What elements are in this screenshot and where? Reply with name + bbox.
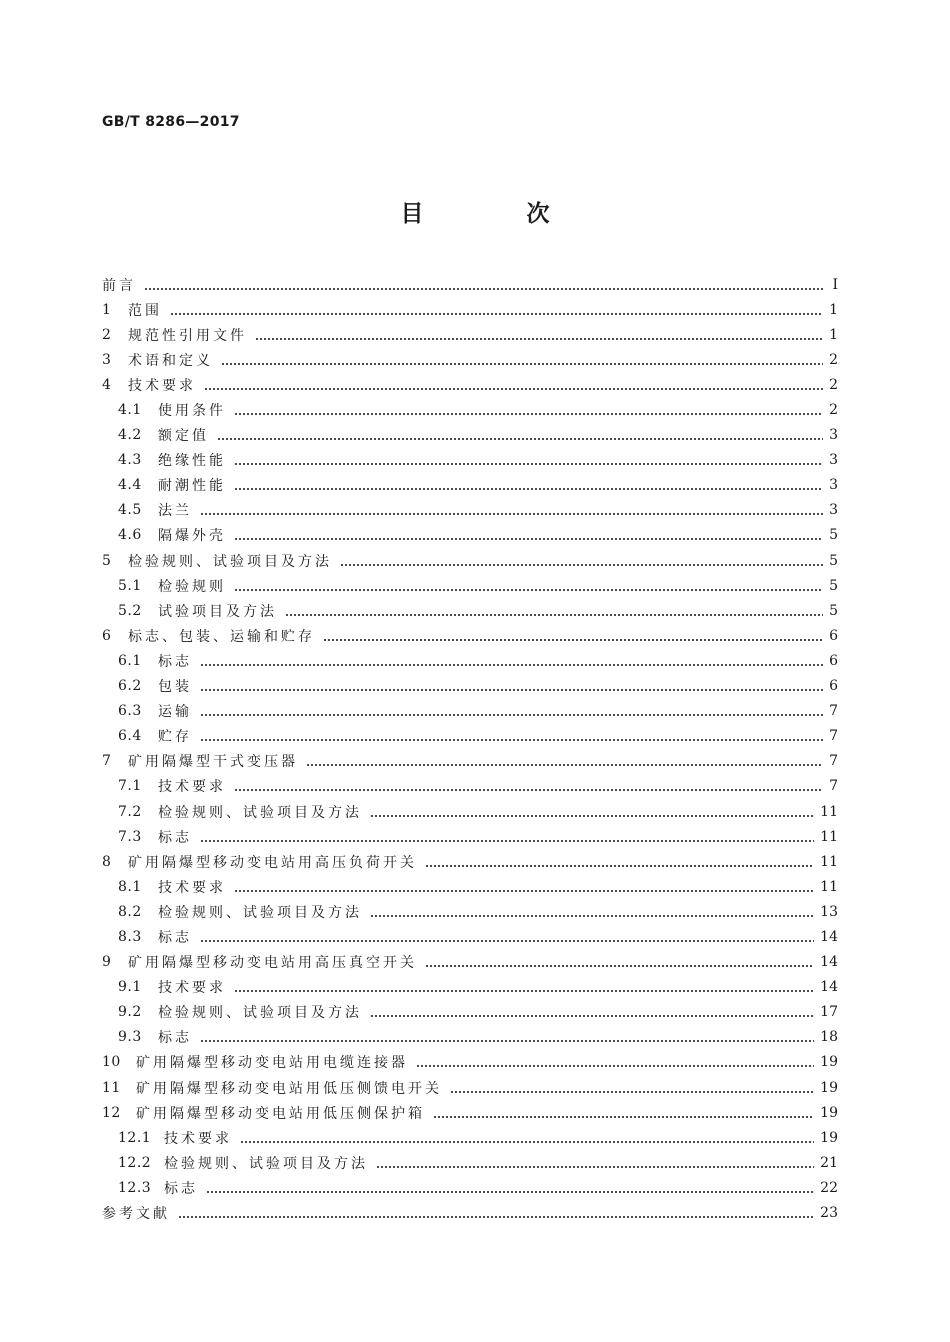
toc-entry[interactable] <box>102 1075 838 1100</box>
toc-entry-page-number: 11 <box>820 853 838 870</box>
toc-entry-page-number: 3 <box>829 502 838 519</box>
toc-entry[interactable] <box>102 1150 838 1175</box>
toc-entry[interactable] <box>102 1100 838 1125</box>
toc-entry-page-number: 7 <box>829 728 838 745</box>
toc-entry-number: 6.1 <box>118 652 142 669</box>
toc-entry-label: 耐潮性能 <box>158 478 226 495</box>
dot-leader <box>234 880 814 894</box>
toc-entry-label: 矿用隔爆型移动变电站用高压真空开关 <box>128 955 417 972</box>
dot-leader <box>370 905 814 919</box>
toc-entry[interactable] <box>102 749 838 774</box>
toc-entry-page-number: 2 <box>829 376 838 393</box>
toc-entry-label: 包装 <box>158 679 192 696</box>
dot-leader <box>416 1055 814 1069</box>
dot-leader <box>200 729 823 743</box>
toc-entry-page-number: 6 <box>829 652 838 669</box>
toc-entry-page-number: 7 <box>829 778 838 795</box>
dot-leader <box>433 1106 814 1120</box>
toc-entry-page-number: 2 <box>829 351 838 368</box>
dot-leader <box>206 1181 814 1195</box>
toc-entry-label: 矿用隔爆型移动变电站用低压侧馈电开关 <box>136 1080 442 1097</box>
toc-entry[interactable] <box>102 975 838 1000</box>
dot-leader <box>200 1030 814 1044</box>
toc-entry-page-number: 14 <box>820 954 838 971</box>
toc-entry-page-number: 11 <box>820 803 838 820</box>
toc-entry-page-number: 11 <box>820 828 838 845</box>
toc-entry-number: 5.2 <box>118 602 142 619</box>
toc-entry-label: 标志、包装、运输和贮存 <box>128 628 315 645</box>
toc-entry-number: 7.3 <box>118 828 142 845</box>
toc-entry-page-number: 19 <box>820 1104 838 1121</box>
toc-entry-number: 8.3 <box>118 928 142 945</box>
toc-entry-page-number: Ⅰ <box>832 276 838 293</box>
toc-entry-label: 技术要求 <box>164 1130 232 1147</box>
toc-entry[interactable] <box>102 598 838 623</box>
dot-leader <box>285 604 823 618</box>
toc-entry[interactable] <box>102 623 838 648</box>
dot-leader <box>323 629 823 643</box>
dot-leader <box>178 1206 814 1220</box>
page-title: 目 次 <box>400 201 590 227</box>
dot-leader <box>234 980 814 994</box>
toc-entry[interactable] <box>102 799 838 824</box>
toc-entry-number: 12.3 <box>118 1179 152 1196</box>
dot-leader <box>200 654 823 668</box>
toc-entry-number: 4.6 <box>118 527 142 544</box>
toc-entry-number: 9.3 <box>118 1029 142 1046</box>
toc-entry-label: 检验规则 <box>158 578 226 595</box>
toc-entry-number: 3 <box>102 351 112 368</box>
toc-entry[interactable] <box>102 648 838 673</box>
dot-leader <box>200 679 823 693</box>
toc-entry-number: 9.2 <box>118 1004 142 1021</box>
toc-entry[interactable] <box>102 1050 838 1075</box>
toc-entry-label: 规范性引用文件 <box>128 327 247 344</box>
toc-entry-number: 5.1 <box>118 577 142 594</box>
toc-entry-page-number: 6 <box>829 678 838 695</box>
toc-entry-page-number: 18 <box>820 1029 838 1046</box>
dot-leader <box>200 930 814 944</box>
toc-entry-label: 标志 <box>158 929 192 946</box>
toc-entry[interactable] <box>102 548 838 573</box>
toc-entry-number: 2 <box>102 326 112 343</box>
toc-entry[interactable] <box>102 272 838 297</box>
toc-entry[interactable] <box>102 473 838 498</box>
toc-entry-number: 4 <box>102 376 112 393</box>
toc-entry-number: 8.2 <box>118 903 142 920</box>
toc-entry-number: 7.1 <box>118 778 142 795</box>
toc-entry-number: 8 <box>102 853 112 870</box>
toc-entry[interactable] <box>102 423 838 448</box>
toc-entry[interactable] <box>102 774 838 799</box>
dot-leader <box>200 503 823 517</box>
toc-entry-number: 6.2 <box>118 678 142 695</box>
toc-entry-label: 标志 <box>158 829 192 846</box>
toc-entry-page-number: 14 <box>820 928 838 945</box>
toc-entry-page-number: 19 <box>820 1054 838 1071</box>
toc-entry[interactable] <box>102 498 838 523</box>
toc-entry-number: 12.1 <box>118 1129 152 1146</box>
toc-entry-label: 检验规则、试验项目及方法 <box>158 1005 362 1022</box>
dot-leader <box>217 428 823 442</box>
toc-entry-number: 9.1 <box>118 979 142 996</box>
dot-leader <box>234 478 823 492</box>
dot-leader <box>306 754 823 768</box>
toc-entry-label: 矿用隔爆型移动变电站用电缆连接器 <box>136 1055 408 1072</box>
toc-entry-page-number: 13 <box>820 903 838 920</box>
toc-entry-label: 参考文献 <box>102 1206 170 1223</box>
toc-entry-number: 6.4 <box>118 728 142 745</box>
dot-leader <box>170 303 823 317</box>
toc-entry[interactable] <box>102 1125 838 1150</box>
toc-entry[interactable] <box>102 523 838 548</box>
toc-entry[interactable] <box>102 950 838 975</box>
toc-entry[interactable] <box>102 924 838 949</box>
toc-entry-page-number: 23 <box>820 1205 838 1222</box>
toc-entry[interactable] <box>102 322 838 347</box>
dot-leader <box>200 830 814 844</box>
dot-leader <box>340 554 823 568</box>
dot-leader <box>144 278 824 292</box>
toc-entry-label: 前言 <box>102 277 136 294</box>
toc-entry-number: 6 <box>102 627 112 644</box>
toc-entry-label: 法兰 <box>158 503 192 520</box>
toc-entry[interactable] <box>102 674 838 699</box>
toc-entry-page-number: 5 <box>829 527 838 544</box>
toc-entry-number: 4.5 <box>118 502 142 519</box>
toc-entry-page-number: 1 <box>829 326 838 343</box>
toc-entry-label: 检验规则、试验项目及方法 <box>128 553 332 570</box>
toc-entry[interactable] <box>102 347 838 372</box>
standard-number: GB/T 8286—2017 <box>102 114 240 130</box>
toc-entry[interactable] <box>102 1175 838 1200</box>
toc-entry-number: 11 <box>102 1079 121 1096</box>
toc-entry-label: 检验规则、试验项目及方法 <box>158 804 362 821</box>
toc-entry[interactable] <box>102 1200 838 1225</box>
toc-entry-number: 9 <box>102 954 112 971</box>
toc-entry-label: 标志 <box>164 1180 198 1197</box>
dot-leader <box>234 779 823 793</box>
toc-entry[interactable] <box>102 297 838 322</box>
toc-entry-number: 4.1 <box>118 402 142 419</box>
toc-entry-page-number: 17 <box>820 1004 838 1021</box>
toc-entry-label: 试验项目及方法 <box>158 603 277 620</box>
toc-entry[interactable] <box>102 899 838 924</box>
dot-leader <box>370 1005 814 1019</box>
toc-entry-number: 6.3 <box>118 703 142 720</box>
toc-entry-page-number: 7 <box>829 703 838 720</box>
dot-leader <box>370 805 814 819</box>
toc-entry-label: 范围 <box>128 302 162 319</box>
toc-entry-page-number: 21 <box>820 1154 838 1171</box>
toc-entry-page-number: 2 <box>829 402 838 419</box>
toc-entry[interactable] <box>102 448 838 473</box>
toc-entry[interactable] <box>102 849 838 874</box>
dot-leader <box>234 403 823 417</box>
toc-entry[interactable] <box>102 1000 838 1025</box>
toc-entry-number: 10 <box>102 1054 121 1071</box>
toc-entry-label: 标志 <box>158 653 192 670</box>
toc-entry-number: 7.2 <box>118 803 142 820</box>
toc-entry-label: 技术要求 <box>158 980 226 997</box>
toc-entry-number: 4.2 <box>118 427 142 444</box>
table-of-contents <box>102 272 838 1226</box>
toc-entry-number: 5 <box>102 552 112 569</box>
toc-entry-number: 1 <box>102 301 112 318</box>
toc-entry-label: 技术要求 <box>158 879 226 896</box>
dot-leader <box>200 704 823 718</box>
toc-entry[interactable] <box>102 397 838 422</box>
toc-entry-page-number: 3 <box>829 427 838 444</box>
dot-leader <box>234 453 823 467</box>
dot-leader <box>204 378 823 392</box>
toc-entry-label: 标志 <box>158 1030 192 1047</box>
toc-entry-page-number: 14 <box>820 979 838 996</box>
dot-leader <box>425 955 814 969</box>
toc-entry-label: 贮存 <box>158 729 192 746</box>
toc-entry[interactable] <box>102 699 838 724</box>
toc-entry-number: 12.2 <box>118 1154 152 1171</box>
toc-entry-page-number: 1 <box>829 301 838 318</box>
toc-entry-page-number: 19 <box>820 1079 838 1096</box>
toc-entry-label: 绝缘性能 <box>158 453 226 470</box>
toc-entry[interactable] <box>102 573 838 598</box>
toc-entry-page-number: 22 <box>820 1179 838 1196</box>
toc-entry-number: 8.1 <box>118 878 142 895</box>
toc-entry[interactable] <box>102 372 838 397</box>
dot-leader <box>234 579 823 593</box>
toc-entry-number: 4.3 <box>118 452 142 469</box>
toc-entry-page-number: 3 <box>829 477 838 494</box>
toc-entry-page-number: 5 <box>829 602 838 619</box>
toc-entry-label: 检验规则、试验项目及方法 <box>158 904 362 921</box>
toc-entry-page-number: 7 <box>829 753 838 770</box>
toc-entry-page-number: 5 <box>829 552 838 569</box>
toc-entry-label: 技术要求 <box>128 377 196 394</box>
dot-leader <box>221 353 823 367</box>
toc-entry-label: 额定值 <box>158 428 209 445</box>
toc-entry-page-number: 19 <box>820 1129 838 1146</box>
toc-entry[interactable] <box>102 874 838 899</box>
toc-entry-page-number: 5 <box>829 577 838 594</box>
toc-entry[interactable] <box>102 1025 838 1050</box>
toc-entry-page-number: 6 <box>829 627 838 644</box>
dot-leader <box>450 1081 814 1095</box>
toc-entry[interactable] <box>102 824 838 849</box>
dot-leader <box>255 328 823 342</box>
toc-entry-number: 7 <box>102 753 112 770</box>
toc-entry-label: 隔爆外壳 <box>158 528 226 545</box>
toc-entry-label: 矿用隔爆型移动变电站用高压负荷开关 <box>128 854 417 871</box>
toc-entry-number: 4.4 <box>118 477 142 494</box>
dot-leader <box>376 1156 814 1170</box>
toc-entry-label: 术语和定义 <box>128 352 213 369</box>
toc-entry-label: 矿用隔爆型干式变压器 <box>128 754 298 771</box>
dot-leader <box>234 528 823 542</box>
toc-entry-page-number: 11 <box>820 878 838 895</box>
toc-entry-label: 技术要求 <box>158 779 226 796</box>
toc-entry-number: 12 <box>102 1104 121 1121</box>
toc-entry-label: 检验规则、试验项目及方法 <box>164 1155 368 1172</box>
toc-entry-label: 矿用隔爆型移动变电站用低压侧保护箱 <box>136 1105 425 1122</box>
toc-entry-page-number: 3 <box>829 452 838 469</box>
dot-leader <box>240 1131 814 1145</box>
toc-entry[interactable] <box>102 724 838 749</box>
toc-entry-label: 运输 <box>158 704 192 721</box>
toc-entry-label: 使用条件 <box>158 403 226 420</box>
dot-leader <box>425 855 814 869</box>
